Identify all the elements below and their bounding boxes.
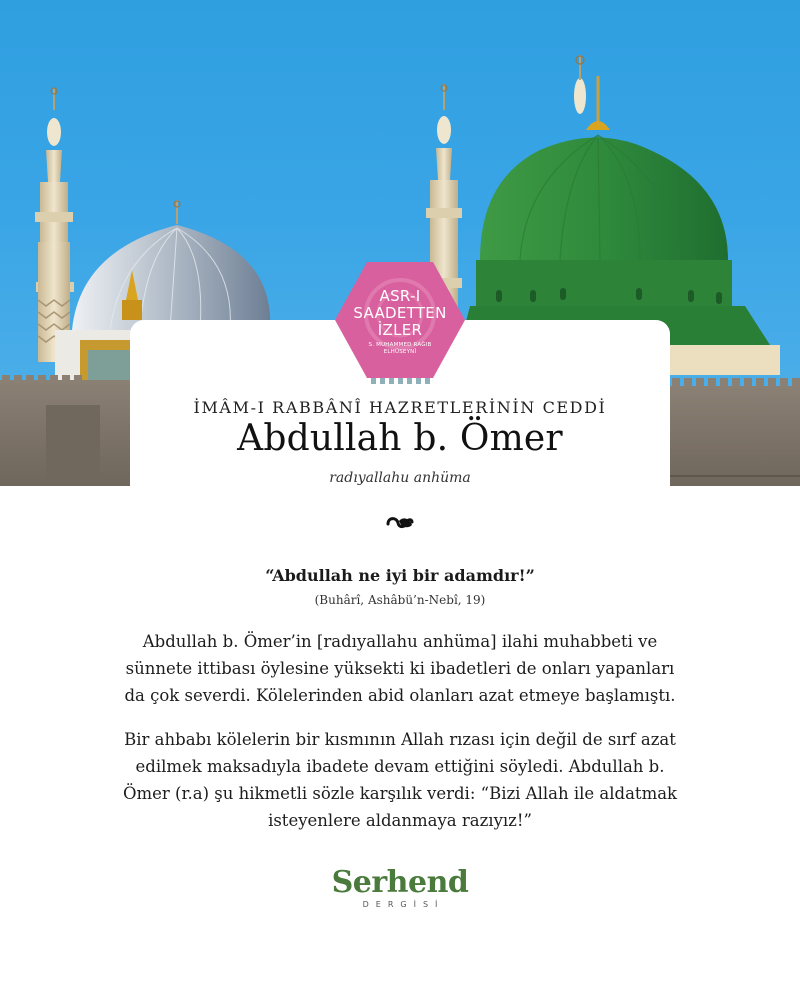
left-minaret bbox=[35, 88, 74, 362]
page-title: Abdullah b. Ömer bbox=[237, 418, 563, 459]
body-paragraph-1 bbox=[70, 628, 730, 709]
body-line: sünnete ittibası öylesine yüksekti ki ibadetleri de onları yapanları bbox=[125, 659, 675, 678]
logo-tagline: DERGİSİ bbox=[362, 900, 445, 909]
body-paragraph-2 bbox=[70, 726, 730, 834]
body-line: isteyenlere aldanmaya razıyız!” bbox=[268, 811, 532, 830]
body-line: Ömer (r.a) şu hikmetli sözle karşılık verdi: “Bizi Allah ile aldatmak bbox=[122, 784, 678, 803]
badge-line-1: ASR-I bbox=[379, 287, 421, 305]
badge-line-3: İZLER bbox=[377, 321, 423, 339]
hadith-quote: “Abdullah ne iyi bir adamdır!” bbox=[265, 566, 535, 585]
body-line: edilmek maksadıyla ibadete devam ettiğini söyledi. Abdullah b. bbox=[135, 757, 665, 776]
badge-line-2: SAADETTEN bbox=[353, 304, 447, 322]
body-line: Bir ahbabı kölelerin bir kısmının Allah rızası için değil de sırf azat bbox=[124, 730, 676, 749]
body-line: da çok severdi. Kölelerinden abid olanları azat etmeye başlamıştı. bbox=[124, 686, 676, 705]
logo-wordmark: Serhend bbox=[331, 865, 469, 900]
kicker-heading: İMÂM-I RABBÂNÎ HAZRETLERİNİN CEDDİ bbox=[193, 398, 607, 417]
badge-author-line-1: S. MUHAMMED RAĞIB bbox=[368, 342, 432, 348]
badge-author-line-2: ELHÜSEYNÎ bbox=[383, 349, 417, 355]
body-line: Abdullah b. Ömer’in [radıyallahu anhüma] ilahi muhabbeti ve bbox=[142, 632, 658, 651]
serhend-logo bbox=[0, 866, 800, 909]
series-badge bbox=[335, 262, 465, 382]
quote-source: (Buhârî, Ashâbü’n-Nebî, 19) bbox=[314, 593, 486, 607]
honorific-subtitle: radıyallahu anhüma bbox=[329, 470, 471, 486]
ornament-swirl-icon bbox=[385, 512, 415, 532]
